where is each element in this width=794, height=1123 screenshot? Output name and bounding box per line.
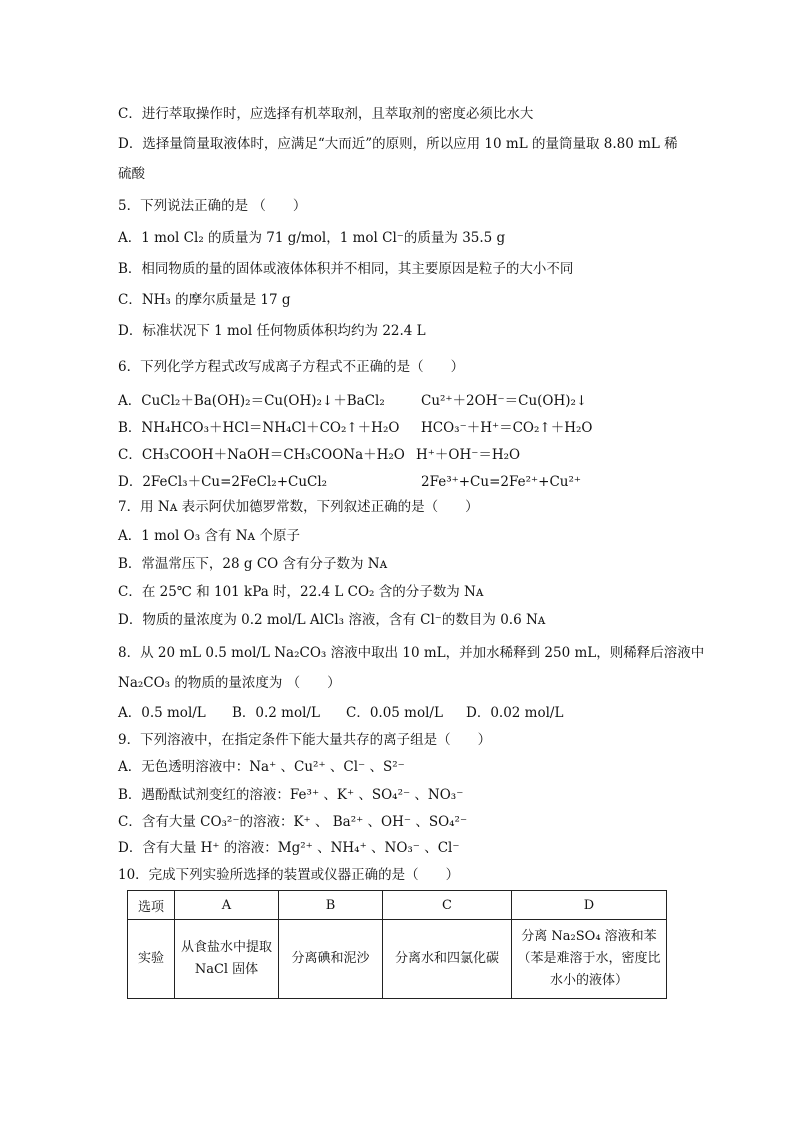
q5-option-a: A．1 mol Cl₂ 的质量为 71 g/mol，1 mol Cl⁻的质量为 35.5 g: [118, 230, 506, 246]
q9-option-a: A．无色透明溶液中：Na⁺ 、Cu²⁺ 、Cl⁻ 、S²⁻: [118, 759, 405, 775]
q5-option-c: C．NH₃ 的摩尔质量是 17 g: [118, 292, 291, 308]
table-cell: 从食盐水中提取 NaCl 固体: [175, 920, 279, 999]
table-row: [128, 920, 667, 999]
q6-equation: D．2FeCl₃＋Cu=2FeCl₂+CuCl₂: [118, 474, 328, 490]
q8-option-a: A．0.5 mol/L: [118, 705, 206, 721]
question-6: 6．下列化学方程式改写成离子方程式不正确的是（ ）: [118, 359, 465, 375]
q7-option-a: A．1 mol O₃ 含有 Nᴀ 个原子: [118, 528, 300, 544]
question-8-cont: Na₂CO₃ 的物质的量浓度为 （ ）: [118, 675, 341, 691]
q8-options: [118, 703, 563, 723]
q6-equation: B．NH₄HCO₃＋HCl＝NH₄Cl＋CO₂↑＋H₂O: [118, 420, 400, 436]
table-header-cell: C: [383, 891, 512, 920]
q8-option-c: C．0.05 mol/L: [346, 705, 443, 721]
table-cell: 分离碘和泥沙: [279, 920, 383, 999]
experiment-table: [127, 890, 667, 999]
q4-option-d-cont: 硫酸: [118, 166, 145, 182]
q9-option-d: D．含有大量 H⁺ 的溶液：Mg²⁺ 、NH₄⁺ 、NO₃⁻ 、Cl⁻: [118, 840, 460, 856]
table-header-cell: 选项: [128, 891, 175, 920]
q6-option-c: [118, 445, 794, 465]
table-row-label: 实验: [128, 920, 175, 999]
q6-option-b: [118, 418, 794, 438]
q7-option-d: D．物质的量浓度为 0.2 mol/L AlCl₃ 溶液，含有 Cl⁻的数目为 0.6 Nᴀ: [118, 612, 546, 628]
q6-equation: C．CH₃COOH＋NaOH＝CH₃COONa＋H₂O: [118, 447, 405, 463]
question-7: 7．用 Nᴀ 表示阿伏加德罗常数，下列叙述正确的是（ ）: [118, 499, 479, 515]
q6-equation: A．CuCl₂＋Ba(OH)₂＝Cu(OH)₂↓＋BaCl₂: [118, 393, 385, 409]
q6-ionic-equation: HCO₃⁻＋H⁺＝CO₂↑＋H₂O: [421, 420, 593, 436]
q9-option-b: B．遇酚酞试剂变红的溶液：Fe³⁺ 、K⁺ 、SO₄²⁻ 、NO₃⁻: [118, 787, 464, 803]
table-cell: 分离 Na₂SO₄ 溶液和苯（苯是难溶于水，密度比水小的液体）: [512, 920, 667, 999]
q4-option-d: D．选择量筒量取液体时，应满足“大而近”的原则，所以应用 10 mL 的量筒量取 8.80 mL 稀: [118, 136, 678, 152]
table-header-row: [128, 891, 667, 920]
q6-ionic-equation: 2Fe³⁺+Cu=2Fe²⁺+Cu²⁺: [421, 474, 582, 490]
q6-option-a: [118, 391, 794, 411]
q7-option-c: C．在 25℃ 和 101 kPa 时，22.4 L CO₂ 含的分子数为 Nᴀ: [118, 584, 484, 600]
question-5: 5．下列说法正确的是 （ ）: [118, 198, 307, 214]
q8-option-b: B．0.2 mol/L: [232, 705, 320, 721]
question-8: 8．从 20 mL 0.5 mol/L Na₂CO₃ 溶液中取出 10 mL，并加水稀释到 250 mL，则稀释后溶液中: [118, 645, 705, 661]
table-header-cell: A: [175, 891, 279, 920]
q5-option-b: B．相同物质的量的固体或液体体积并不相同，其主要原因是粒子的大小不同: [118, 261, 574, 277]
table-header-cell: B: [279, 891, 383, 920]
q4-option-c: C．进行萃取操作时，应选择有机萃取剂，且萃取剂的密度必须比水大: [118, 106, 534, 122]
q5-option-d: D．标准状况下 1 mol 任何物质体积均约为 22.4 L: [118, 323, 426, 339]
q6-option-d: [118, 472, 794, 492]
question-9: 9．下列溶液中，在指定条件下能大量共存的离子组是（ ）: [118, 732, 492, 748]
q6-ionic-equation: H⁺＋OH⁻＝H₂O: [416, 447, 521, 463]
q8-option-d: D．0.02 mol/L: [466, 705, 564, 721]
q7-option-b: B．常温常压下，28 g CO 含有分子数为 Nᴀ: [118, 556, 388, 572]
question-10: 10．完成下列实验所选择的装置或仪器正确的是（ ）: [118, 867, 460, 883]
q9-option-c: C．含有大量 CO₃²⁻的溶液：K⁺ 、 Ba²⁺ 、OH⁻ 、SO₄²⁻: [118, 814, 468, 830]
table-header-cell: D: [512, 891, 667, 920]
table-cell: 分离水和四氯化碳: [383, 920, 512, 999]
q6-ionic-equation: Cu²⁺＋2OH⁻＝Cu(OH)₂↓: [421, 393, 588, 409]
